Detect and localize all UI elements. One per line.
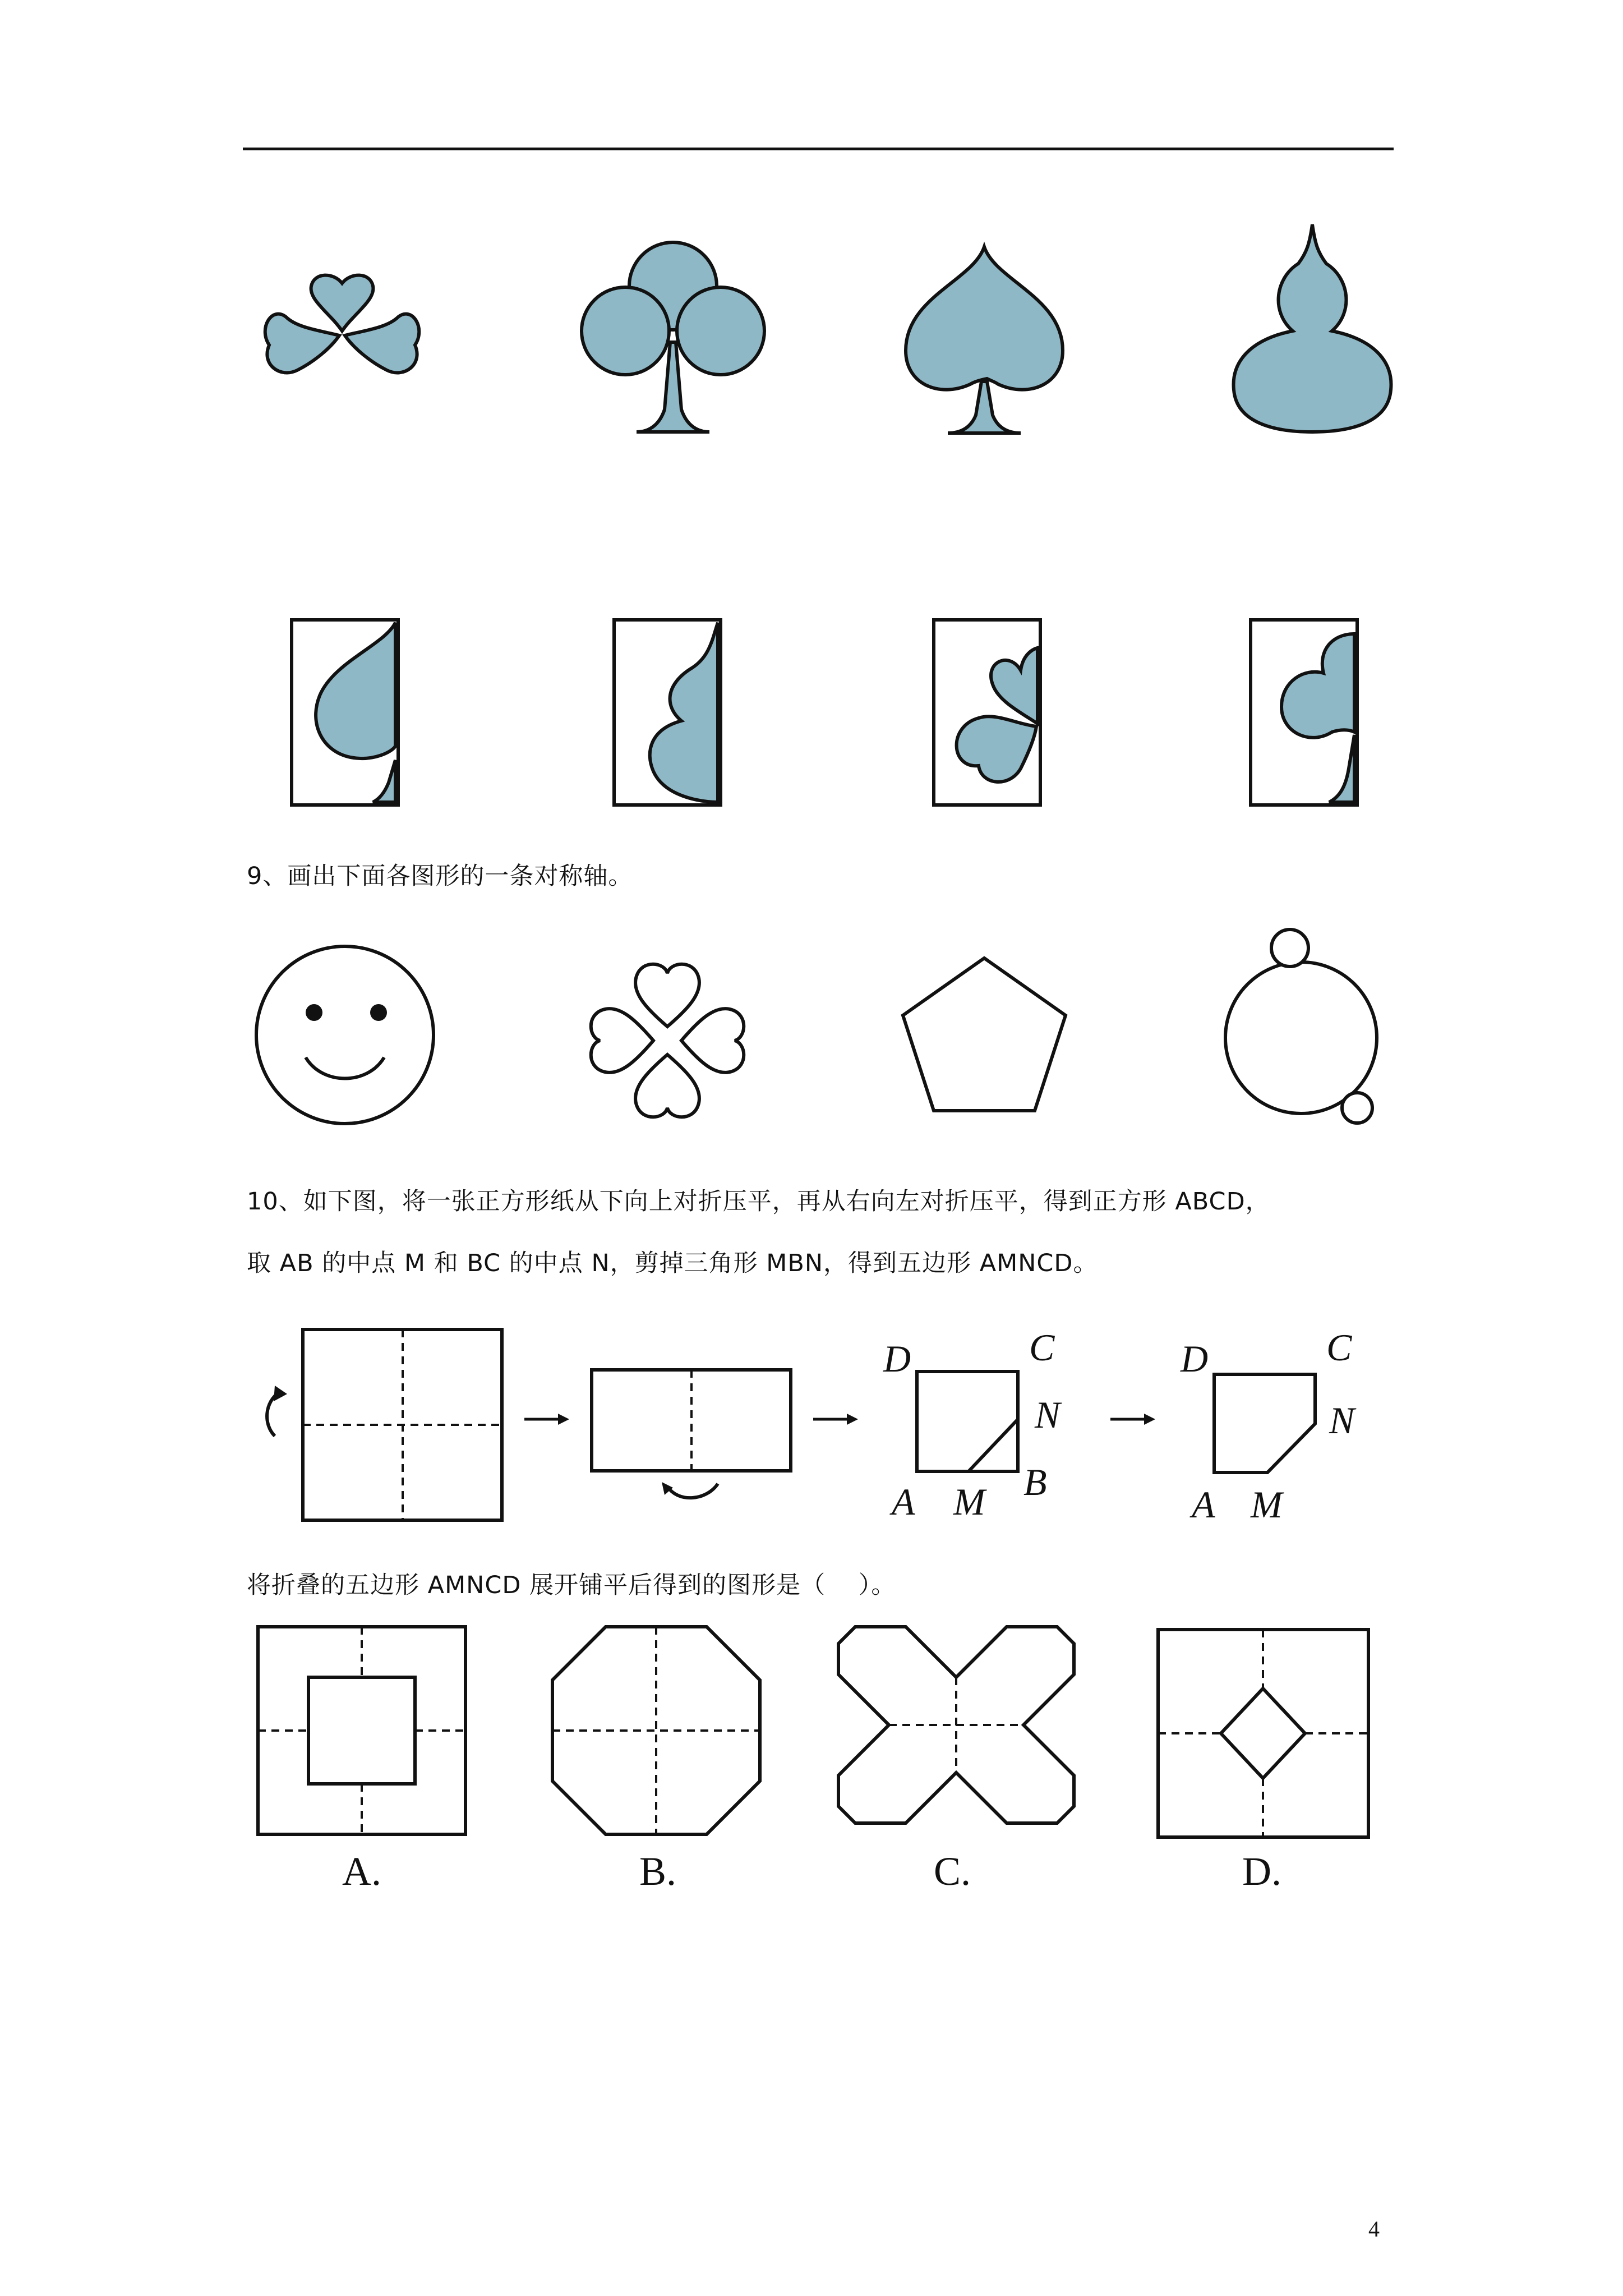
spade-shape <box>895 236 1074 449</box>
label-D: D <box>883 1337 911 1380</box>
label-M: M <box>953 1480 985 1523</box>
label-D: D <box>1181 1337 1209 1380</box>
pentagon-shape <box>897 954 1071 1122</box>
option-d-figure[interactable] <box>1158 1630 1368 1837</box>
arrow-right-icon <box>847 1414 858 1425</box>
option-c-figure[interactable] <box>838 1627 1074 1823</box>
half-trefoil-card <box>931 617 1043 808</box>
option-c-label: C. <box>934 1849 971 1894</box>
label-C: C <box>1326 1326 1352 1369</box>
arrow-right-icon <box>558 1414 569 1425</box>
header-rule <box>243 148 1394 150</box>
trefoil-shape <box>247 247 437 415</box>
question10-line2: 取 AB 的中点 M 和 BC 的中点 N，剪掉三角形 MBN，得到五边形 AMNCD。 <box>247 1249 1098 1277</box>
question9-text: 9、画出下面各图形的一条对称轴。 <box>247 862 633 890</box>
half-gourd-card <box>611 617 723 808</box>
left-eye-icon <box>306 1004 322 1021</box>
half-spade-card <box>289 617 401 808</box>
page-number: 4 <box>1368 2216 1380 2242</box>
club-shape <box>580 236 766 449</box>
label-B: B <box>1023 1461 1047 1503</box>
circle-with-two-small-circles <box>1223 920 1391 1144</box>
option-b-figure[interactable] <box>552 1627 760 1834</box>
four-heart-clover <box>575 948 760 1133</box>
label-C: C <box>1029 1326 1055 1369</box>
label-A: A <box>892 1480 915 1523</box>
label-N: N <box>1329 1399 1355 1442</box>
option-b-label: B. <box>639 1849 677 1894</box>
answer-options <box>247 1621 1391 1902</box>
option-a-label: A. <box>342 1849 381 1894</box>
folding-diagram <box>247 1324 1391 1537</box>
question10-line1: 10、如下图，将一张正方形纸从下向上对折压平，再从右向左对折压平，得到正方形 ABCD， <box>247 1188 1270 1216</box>
option-d-label: D. <box>1242 1849 1281 1894</box>
half-club-card <box>1248 617 1360 808</box>
question10-prompt: 将折叠的五边形 AMNCD 展开铺平后得到的图形是（ ）。 <box>247 1571 896 1599</box>
option-a-figure[interactable] <box>258 1627 465 1834</box>
arrow-right-icon <box>1144 1414 1155 1425</box>
smiley-face <box>252 942 437 1128</box>
gourd-shape <box>1228 222 1396 440</box>
label-A: A <box>1192 1483 1215 1526</box>
fold-left-arrow-icon <box>667 1484 718 1498</box>
label-N: N <box>1035 1393 1061 1436</box>
label-M: M <box>1251 1483 1283 1526</box>
right-eye-icon <box>370 1004 387 1021</box>
